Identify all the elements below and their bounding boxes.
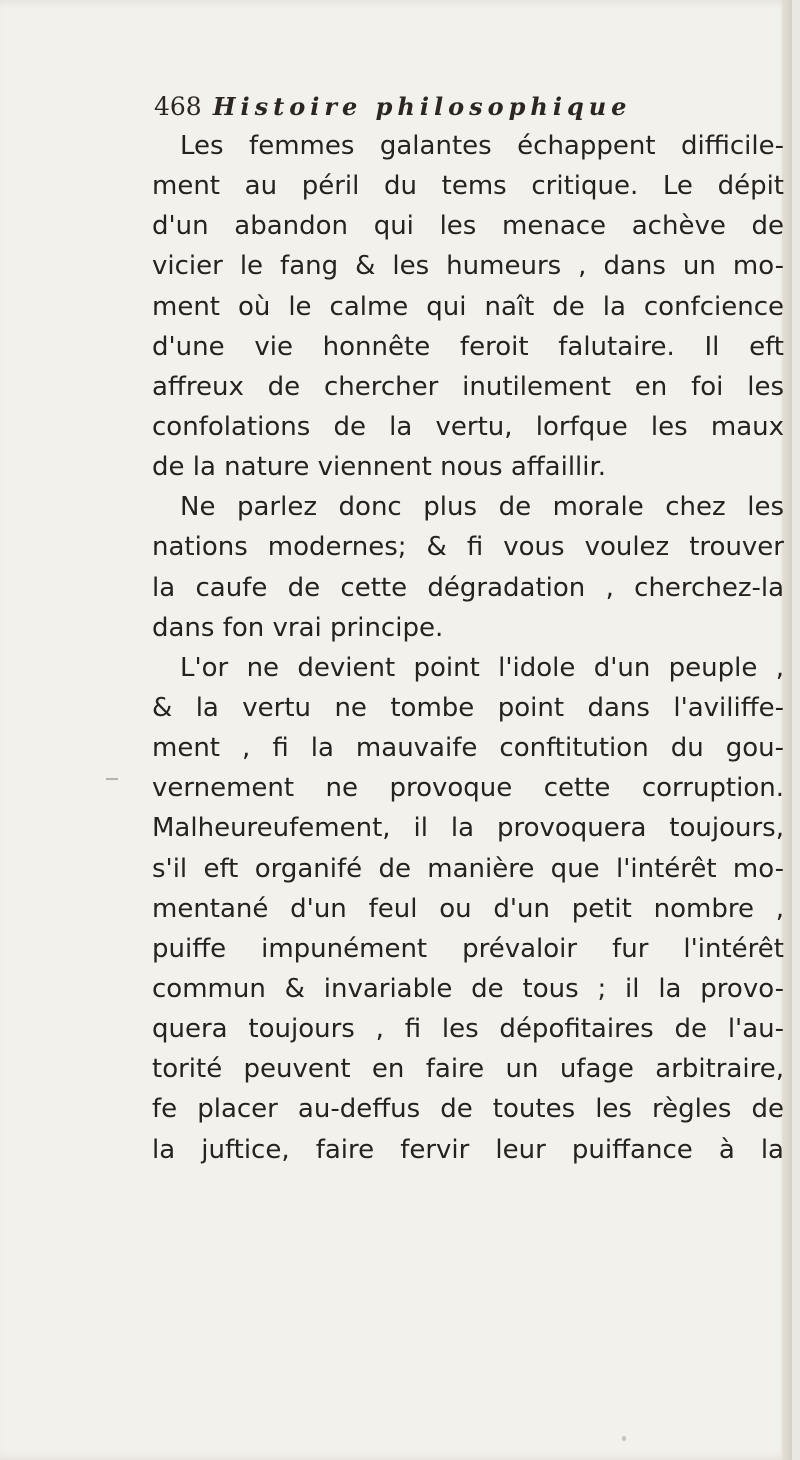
text-line: ment au péril du tems critique. Le dépit — [152, 171, 784, 202]
page-number: 468 — [154, 92, 202, 121]
running-title: Histoire philosophique — [212, 92, 632, 121]
text-line: Les femmes galantes échappent difficile- — [180, 131, 784, 161]
text-line: vernement ne provoque cette corruption. — [152, 773, 784, 804]
text-line: la caufe de cette dégradation , cherchez-la — [152, 572, 784, 603]
text-line: commun & invariable de tous ; il la provo- — [152, 973, 784, 1004]
text-line: la juftice, faire fervir leur puiffance à la — [152, 1134, 784, 1165]
text-line: vicier le fang & les humeurs , dans un mo- — [152, 251, 784, 282]
page-header — [154, 92, 631, 121]
text-line: Malheureufement, il la provoquera toujours, — [152, 813, 784, 844]
text-line: d'une vie honnête feroit falutaire. Il eft — [152, 331, 784, 362]
text-line: fe placer au-deffus de toutes les règles de — [152, 1094, 784, 1125]
margin-mark — [106, 778, 118, 780]
text-line: quera toujours , fi les dépofitaires de l'au- — [152, 1014, 784, 1045]
paper-speck — [622, 1436, 626, 1441]
text-line: d'un abandon qui les menace achève de — [152, 211, 784, 242]
body-text — [152, 126, 784, 1170]
text-line: L'or ne devient point l'idole d'un peuple , — [180, 652, 784, 683]
text-line: ment , fi la mauvaife conftitution du gou- — [152, 733, 784, 764]
text-line: ment où le calme qui naît de la confcience — [152, 291, 784, 322]
text-line: dans fon vrai principe. — [152, 612, 444, 643]
text-line: s'il eft organifé de manière que l'intérêt mo- — [152, 853, 784, 884]
text-line: Ne parlez donc plus de morale chez les — [180, 492, 784, 523]
text-line: affreux de chercher inutilement en foi les — [152, 371, 784, 402]
text-line: confolations de la vertu, lorfque les maux — [152, 411, 784, 442]
text-line: nations modernes; & fi vous voulez trouver — [152, 532, 784, 563]
text-line: puiffe impunément prévaloir fur l'intérêt — [152, 933, 784, 964]
text-line: & la vertu ne tombe point dans l'aviliffe- — [152, 692, 784, 723]
text-line: mentané d'un feul ou d'un petit nombre , — [152, 893, 784, 924]
text-line: de la nature viennent nous affaillir. — [152, 452, 607, 483]
text-line: torité peuvent en faire un ufage arbitraire, — [152, 1054, 784, 1085]
